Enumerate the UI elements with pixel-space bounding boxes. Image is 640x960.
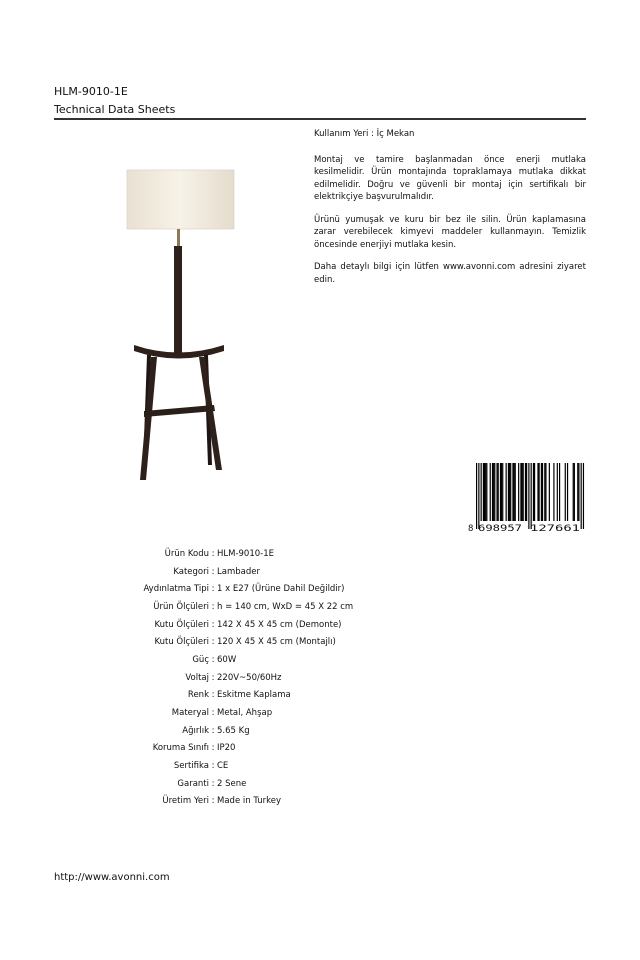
barcode-bar — [526, 463, 527, 521]
barcode-bar — [557, 463, 558, 521]
spec-separator: : — [211, 584, 215, 595]
barcode-bar — [528, 463, 529, 529]
info-paragraph-cleaning: Ürünü yumuşak ve kuru bir bez ile silin. Ürün kaplamasına zarar verebilecek kimyevi maddeler kullanmayın. Temizlik öncesinde enerjiyi mutlaka kesin. — [314, 214, 586, 250]
spec-value: Metal, Ahşap — [217, 708, 273, 719]
lamp-shade — [127, 170, 234, 229]
info-column — [314, 128, 586, 296]
barcode-bar — [573, 463, 574, 521]
barcode-bar — [515, 463, 516, 521]
spec-separator: : — [211, 796, 215, 807]
spec-row — [54, 687, 454, 705]
spec-separator: : — [211, 654, 215, 665]
barcode-bar — [574, 463, 575, 521]
info-paragraph-safety: Montaj ve tamire başlanmadan önce enerji mutlaka kesilmelidir. Ürün montajında topraklamaya mutlaka dikkat edilmelidir. Doğru ve güvenli bir montaj için sertifikalı bir elektrikçiye başvurulmalıdır. — [314, 154, 586, 202]
spec-label: Voltaj — [185, 672, 209, 683]
barcode-bar — [512, 463, 513, 521]
spec-label: Ürün Kodu — [164, 548, 209, 559]
product-image-floor-lamp — [118, 165, 248, 485]
spec-row — [54, 651, 454, 669]
spec-row — [54, 633, 454, 651]
spec-value: IP20 — [217, 743, 236, 754]
spec-value: Lambader — [217, 566, 260, 577]
spec-value: 2 Sene — [217, 778, 247, 789]
spec-table — [54, 545, 454, 810]
spec-row — [54, 722, 454, 740]
spec-separator: : — [211, 761, 215, 772]
barcode-bars — [466, 463, 586, 533]
spec-value: 120 X 45 X 45 cm (Montajlı) — [217, 637, 336, 648]
barcode-bar — [577, 463, 578, 521]
spec-value: h = 140 cm, WxD = 45 X 22 cm — [217, 601, 354, 612]
spec-row — [54, 757, 454, 775]
spec-row — [54, 775, 454, 793]
spec-label: Ürün Ölçüleri — [153, 601, 209, 612]
barcode-bar — [502, 463, 503, 521]
spec-row — [54, 793, 454, 811]
footer-url: http://www.avonni.com — [54, 872, 170, 883]
spec-row — [54, 616, 454, 634]
barcode-bar — [559, 463, 560, 521]
barcode-bar — [545, 463, 546, 521]
barcode-bar — [493, 463, 494, 521]
barcode-bar — [583, 463, 584, 529]
barcode-bar — [539, 463, 540, 521]
barcode — [466, 463, 586, 533]
spec-label: Kutu Ölçüleri — [154, 637, 209, 648]
barcode-bar — [509, 463, 510, 521]
spec-separator: : — [211, 672, 215, 683]
spec-separator: : — [211, 601, 215, 612]
barcode-bar — [581, 463, 582, 529]
spec-separator: : — [211, 619, 215, 630]
barcode-bar — [485, 463, 486, 521]
barcode-bar — [523, 463, 524, 521]
barcode-bar — [490, 463, 491, 521]
barcode-bar — [508, 463, 509, 521]
spec-separator: : — [211, 725, 215, 736]
spec-value: 60W — [217, 654, 237, 665]
spec-separator: : — [211, 708, 215, 719]
barcode-digits-right: 127661 — [530, 524, 580, 533]
header-product-code: HLM-9010-1E — [54, 85, 128, 98]
barcode-bar — [483, 463, 484, 521]
barcode-bar — [525, 463, 526, 521]
barcode-bar — [534, 463, 535, 521]
barcode-bar — [494, 463, 495, 521]
barcode-bar — [492, 463, 493, 521]
spec-value: CE — [217, 761, 229, 772]
spec-separator: : — [211, 566, 215, 577]
barcode-bar — [518, 463, 519, 521]
spec-row — [54, 598, 454, 616]
spec-value: Eskitme Kaplama — [217, 690, 291, 701]
spec-row — [54, 580, 454, 598]
spec-separator: : — [211, 548, 215, 559]
barcode-bar — [521, 463, 522, 521]
info-paragraph-website: Daha detaylı bilgi için lütfen www.avonni.com adresini ziyaret edin. — [314, 262, 586, 285]
spec-label: Koruma Sınıfı — [152, 743, 209, 754]
spec-label: Materyal — [171, 708, 209, 719]
spec-value: Made in Turkey — [217, 796, 281, 807]
barcode-bar — [567, 463, 568, 521]
spec-label: Renk — [187, 690, 209, 701]
barcode-digits-left: 698957 — [478, 524, 522, 533]
usage-location: Kullanım Yeri : İç Mekan — [314, 129, 415, 139]
spec-row — [54, 669, 454, 687]
barcode-bar — [544, 463, 545, 521]
barcode-bar — [514, 463, 515, 521]
spec-value: 1 x E27 (Ürüne Dahil Değildir) — [217, 584, 345, 595]
barcode-bar — [486, 463, 487, 521]
spec-separator: : — [211, 637, 215, 648]
barcode-bar — [478, 463, 479, 529]
spec-row — [54, 563, 454, 581]
barcode-bar — [498, 463, 499, 521]
barcode-bar — [500, 463, 501, 521]
barcode-bar — [501, 463, 502, 521]
spec-label: Kutu Ölçüleri — [154, 619, 209, 630]
barcode-bar — [549, 463, 550, 521]
barcode-bar — [533, 463, 534, 521]
spec-value: 220V~50/60Hz — [217, 672, 282, 683]
spec-label: Üretim Yeri — [162, 796, 209, 807]
spec-label: Ağırlık — [182, 725, 209, 736]
spec-label: Garanti — [177, 778, 209, 789]
spec-row — [54, 704, 454, 722]
barcode-digit-first: 8 — [468, 524, 474, 533]
spec-row — [54, 740, 454, 758]
barcode-bar — [541, 463, 542, 521]
spec-label: Aydınlatma Tipi — [143, 584, 209, 595]
barcode-bar — [537, 463, 538, 521]
barcode-bar — [578, 463, 579, 521]
barcode-bar — [520, 463, 521, 521]
spec-separator: : — [211, 690, 215, 701]
barcode-bar — [476, 463, 477, 529]
lamp-lower-shelf — [144, 405, 215, 417]
spec-row — [54, 545, 454, 563]
barcode-bar — [542, 463, 543, 521]
spec-value: 142 X 45 X 45 cm (Demonte) — [217, 619, 342, 630]
spec-value: HLM-9010-1E — [217, 548, 275, 559]
spec-value: 5.65 Kg — [217, 725, 250, 736]
lamp-pole — [174, 246, 182, 354]
spec-label: Kategori — [173, 566, 209, 577]
spec-label: Güç — [192, 654, 209, 665]
barcode-bar — [565, 463, 566, 521]
header-subtitle: Technical Data Sheets — [54, 103, 176, 116]
barcode-bar — [510, 463, 511, 521]
barcode-bar — [496, 463, 497, 521]
barcode-bar — [531, 463, 532, 529]
barcode-bar — [506, 463, 507, 521]
header-divider — [54, 118, 586, 120]
lamp-neck — [177, 229, 180, 246]
spec-separator: : — [211, 778, 215, 789]
spec-label: Sertifika — [173, 761, 209, 772]
spec-separator: : — [211, 743, 215, 754]
barcode-bar — [484, 463, 485, 521]
barcode-bar — [553, 463, 554, 521]
barcode-bar — [481, 463, 482, 521]
